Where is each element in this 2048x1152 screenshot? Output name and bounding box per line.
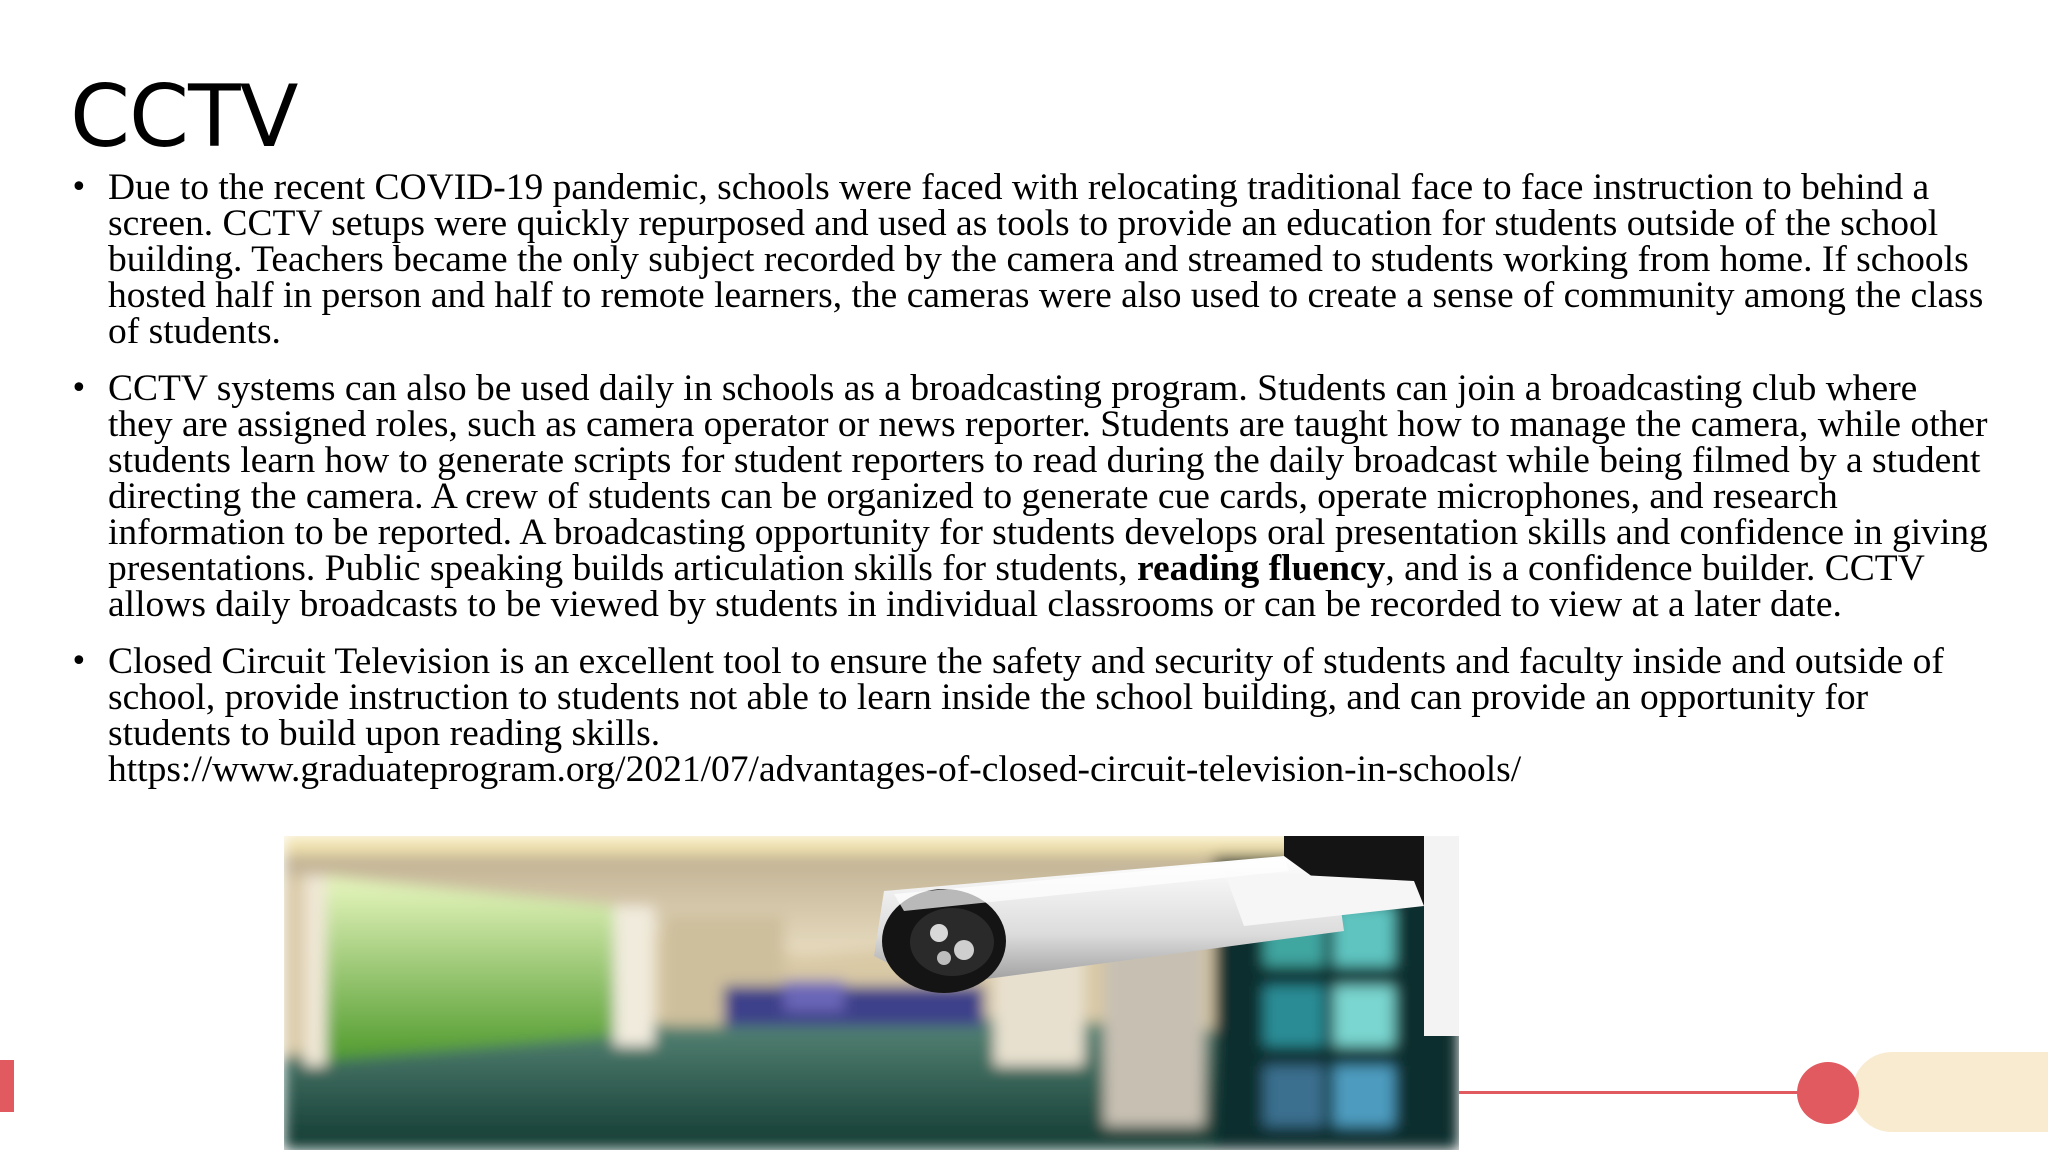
left-accent-bar <box>0 1060 14 1112</box>
source-url: https://www.graduateprogram.org/2021/07/advantages-of-closed-circuit-television-in-schools/ <box>108 749 1522 790</box>
bullet-item-broadcasting <box>70 368 1990 625</box>
decorative-pill <box>1852 1052 2048 1132</box>
bullet-text-part: CCTV systems can also be used daily in schools as a broadcasting program. Students can join a broadcasting club where they are assigned roles, such as camera operator or news reporter. Students are taught how to manage the camera, while other students learn how to generate scripts for student reporters to read during the daily broadcast while being filmed by a student directing the camera. A crew of students can be organized to generate cue cards, operate microphones, and research information to be reported. A broadcasting opportunity for students develops oral presentation skills and confidence in giving presentations. Public speaking builds articulation skills for students, <box>108 368 1988 589</box>
cctv-camera-icon <box>284 836 1459 1150</box>
bullet-icon: • <box>70 644 88 679</box>
bullet-item-covid <box>70 167 1990 352</box>
bullet-text: Closed Circuit Television is an excellent tool to ensure the safety and security of students and faculty inside and outside of school, provide instruction to students not able to learn inside the school building, and can provide an opportunity for students to build upon reading skills. <box>108 641 1944 754</box>
bullet-icon: • <box>70 371 88 406</box>
bullet-text <box>108 368 1988 625</box>
bullet-list <box>70 167 1990 809</box>
decorative-circle <box>1797 1062 1859 1124</box>
bullet-item-safety <box>70 641 1990 790</box>
bold-phrase: reading fluency <box>1137 548 1386 589</box>
decorative-line <box>1459 1091 1829 1094</box>
slide-title: CCTV <box>70 67 298 167</box>
bullet-icon: • <box>70 170 88 205</box>
cctv-camera-photo <box>284 836 1459 1150</box>
bullet-text-part: , and is a confidence builder. CCTV allows daily broadcasts to be viewed by students in individual classrooms or can be recorded to view at a later date. <box>108 548 1925 625</box>
bullet-text: Due to the recent COVID-19 pandemic, schools were faced with relocating traditional face to face instruction to behind a screen. CCTV setups were quickly repurposed and used as tools to provide an education for students outside of the school building. Teachers became the only subject recorded by the camera and streamed to students working from home. If schools hosted half in person and half to remote learners, the cameras were also used to create a sense of community among the class of students. <box>108 167 1984 352</box>
